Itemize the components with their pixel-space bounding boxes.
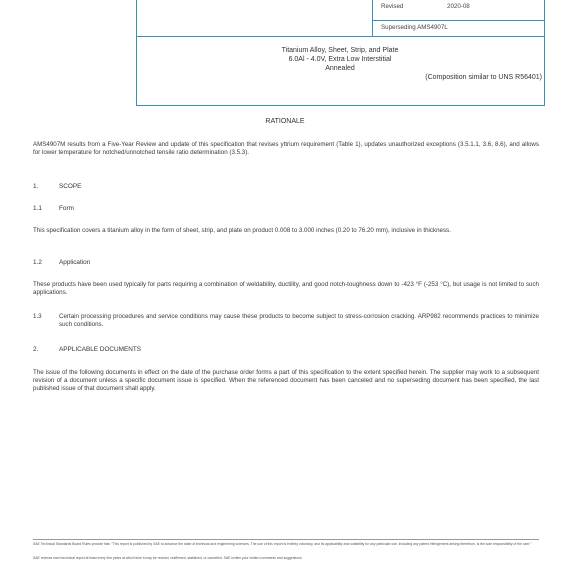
header-right-border — [544, 0, 545, 106]
footer-notice-1: SAE Technical Standards Board Rules provide that: "This report is published by SAE to advance the state of technical and engineering sciences. The use of this report is entirely voluntary, and its applicability and suitability for any particular use, including any patent infringement arising therefrom, is the sole responsibility of the user." — [33, 542, 532, 546]
section-1-number: 1. — [33, 183, 39, 190]
revised-label: Revised — [381, 3, 404, 10]
title-line-2: 6.0Al - 4.0V, Extra Low Interstitial — [288, 56, 392, 63]
title-line-1: Titanium Alloy, Sheet, Strip, and Plate — [281, 47, 399, 54]
section-1-3 — [33, 313, 539, 329]
title-composition: (Composition similar to UNS R56401) — [425, 74, 542, 81]
footer-divider — [33, 539, 539, 540]
rationale-heading: RATIONALE — [265, 118, 305, 125]
section-1-1-heading — [33, 205, 74, 212]
header-row-bottom — [136, 36, 545, 37]
rationale-text: AMS4907M results from a Five-Year Review and update of this specification that revises yttrium requirement (Table 1), updates unauthorized exceptions (3.5.1.1, 3.6, 8.6), and allows for lower temperature for notched/unnotched tensile ratio determination (3.5.3). — [33, 141, 539, 157]
title-line-3: Annealed — [325, 65, 355, 72]
header-date-divider — [372, 0, 373, 36]
section-1-2-number: 1.2 — [33, 259, 42, 266]
document-title — [136, 46, 544, 82]
section-1-3-text: Certain processing procedures and service conditions may cause these products to become subject to stress-corrosion cracking. ARP982 recommends practices to minimize such conditions. — [59, 313, 539, 329]
section-1-2-text: These products have been used typically for parts requiring a combination of weldability, ductility, and good notch-toughness down to -423 °F (-253 °C), but usage is not limited to such applications. — [33, 281, 539, 297]
section-1-1-number: 1.1 — [33, 205, 42, 212]
section-1-3-number: 1.3 — [33, 313, 42, 320]
section-1-1-title: Form — [59, 205, 74, 212]
header-date-row-bottom — [372, 20, 544, 21]
section-2-text: The issue of the following documents in effect on the date of the purchase order forms a part of this specification to the extent specified herein. The supplier may work to a subsequent revision of a document unless a specific document issue is specified. When the referenced document has been canceled and no superseding document has been specified, the last published issue of that document shall apply. — [33, 369, 539, 393]
section-1-2-title: Application — [59, 259, 91, 266]
revised-date: 2020-08 — [447, 3, 470, 10]
section-1-title: SCOPE — [59, 183, 82, 190]
section-2-heading — [33, 346, 141, 353]
section-1-1-text: This specification covers a titanium alloy in the form of sheet, strip, and plate on product 0.008 to 3.000 inches (0.20 to 76.20 mm), inclusive in thickness. — [33, 227, 451, 234]
section-1-heading — [33, 183, 81, 190]
section-1-2-heading — [33, 259, 90, 266]
superseding-label: Superseding AMS4907L — [381, 24, 448, 31]
section-2-number: 2. — [33, 346, 39, 353]
section-2-title: APPLICABLE DOCUMENTS — [59, 346, 142, 353]
title-box-bottom — [136, 105, 545, 106]
footer-notice-2: SAE reviews each technical report at least every five years at which time it may be revised, reaffirmed, stabilized, or cancelled. SAE invites your written comments and suggestions. — [33, 556, 303, 560]
